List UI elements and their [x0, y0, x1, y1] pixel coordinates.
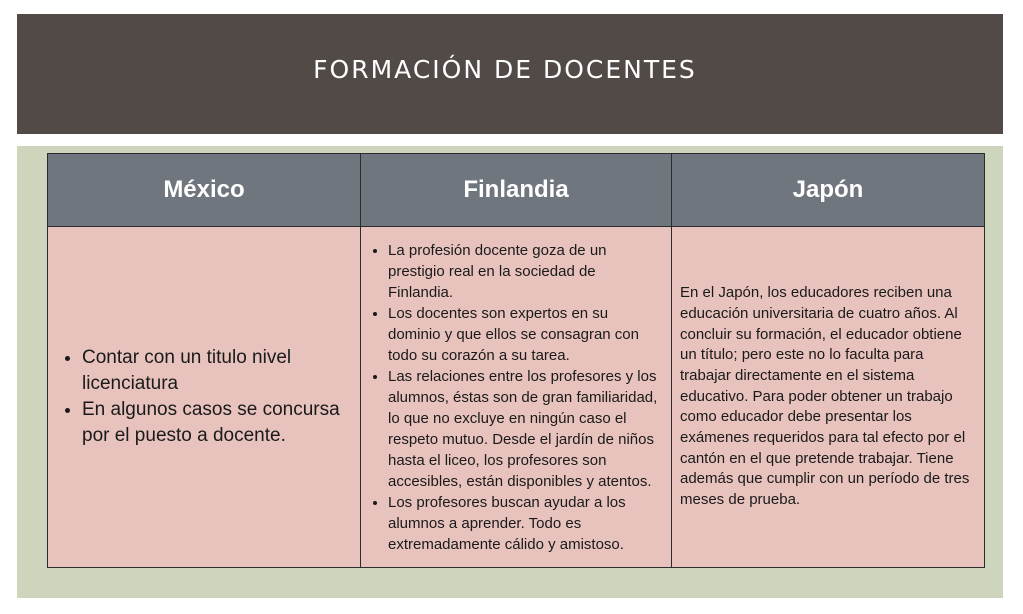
title-band	[17, 14, 1003, 134]
mexico-list	[48, 345, 360, 449]
slide-title: FORMACIÓN DE DOCENTES	[313, 54, 697, 84]
mexico-item: • Contar con un titulo nivel licenciatura	[82, 345, 348, 397]
comparison-table	[47, 153, 985, 568]
finlandia-item: • La profesión docente goza de un prestigio real en la sociedad de Finlandia.	[388, 240, 663, 303]
cell-finlandia	[361, 227, 672, 568]
header-japon: Japón	[672, 154, 985, 227]
content-row	[48, 227, 985, 568]
finlandia-item: • Los docentes son expertos en su dominio y que ellos se consagran con todo su corazón a su tarea.	[388, 303, 663, 366]
mexico-item: • En algunos casos se concursa por el puesto a docente.	[82, 397, 348, 449]
cell-mexico	[48, 227, 361, 568]
header-mexico: México	[48, 154, 361, 227]
finlandia-item: • Las relaciones entre los profesores y los alumnos, éstas son de gran familiaridad, lo que no excluye en ningún caso el respeto mutuo. Desde el jardín de niños hasta el liceo, los profesores son accesibles, están disponibles y atentos.	[388, 366, 663, 492]
header-finlandia: Finlandia	[361, 154, 672, 227]
japon-text: En el Japón, los educadores reciben una educación universitaria de cuatro años. Al concluir su formación, el educador obtiene un título; pero este no lo faculta para trabajar directamente en el sistema educativo. Para poder obtener un trabajo como educador debe presentar los exámenes requeridos para tal efecto por el cantón en el que pretende trabajar. Tiene además que cumplir con un período de tres meses de prueba.	[680, 284, 970, 509]
finlandia-item: • Los profesores buscan ayudar a los alumnos a aprender. Todo es extremadamente cálido y amistoso.	[388, 492, 663, 555]
cell-japon	[672, 227, 985, 568]
finlandia-list	[361, 240, 671, 555]
header-row	[48, 154, 985, 227]
